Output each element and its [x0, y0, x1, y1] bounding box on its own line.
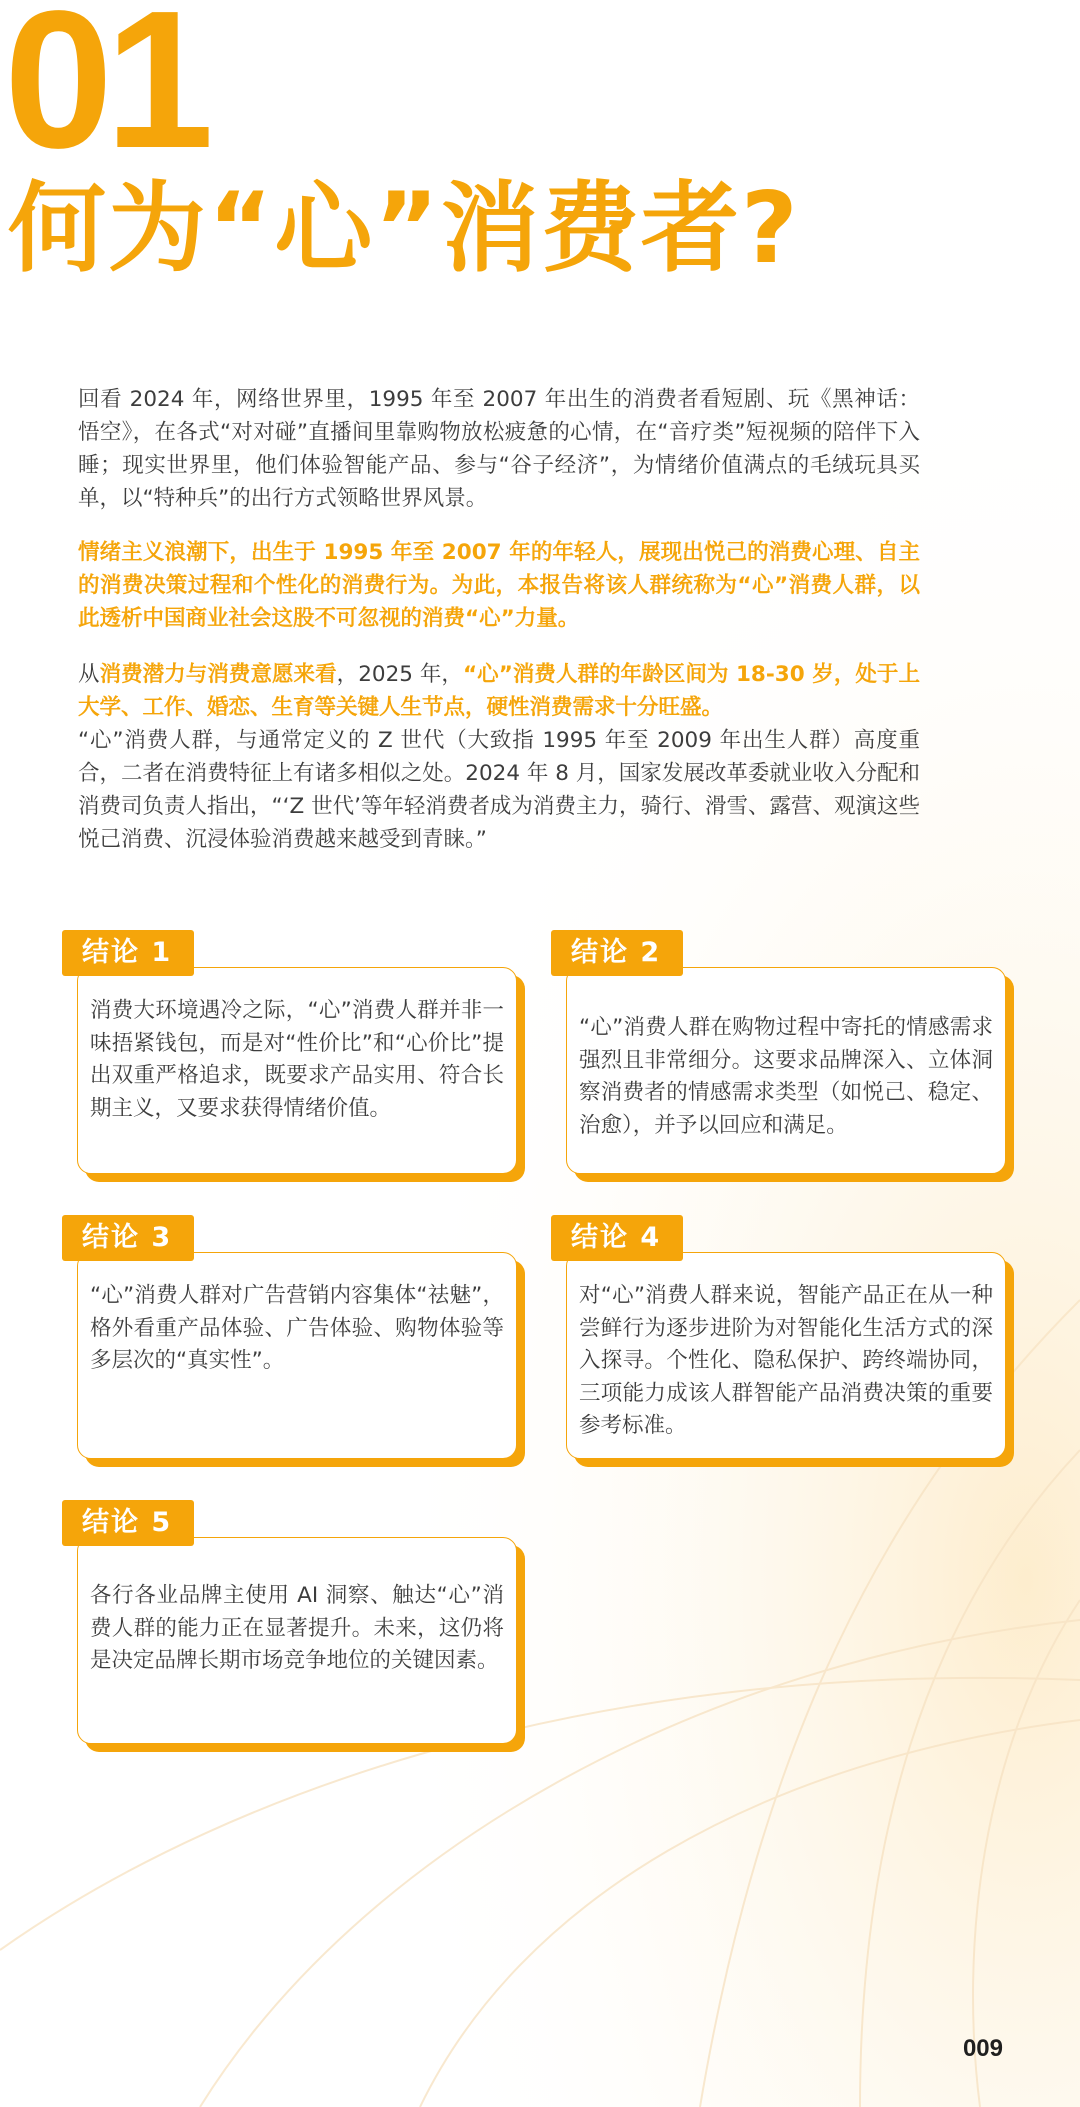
page-title: 何为“心”消费者? — [8, 172, 800, 286]
conclusion-card — [566, 937, 1006, 1174]
conclusion-tag: 结论 3 — [62, 1215, 194, 1261]
conclusion-tag: 结论 1 — [62, 930, 194, 976]
conclusion-card — [566, 1222, 1006, 1459]
conclusion-tag: 结论 2 — [551, 930, 683, 976]
conclusion-text: 对“心”消费人群来说，智能产品正在从一种尝鲜行为逐步进阶为对智能化生活方式的深入探寻。个性化、隐私保护、跨终端协同，三项能力成该人群智能产品消费决策的重要参考标准。 — [579, 1283, 993, 1438]
conclusion-tag: 结论 5 — [62, 1500, 194, 1546]
context-paragraph — [78, 658, 920, 856]
intro-paragraph: 回看 2024 年，网络世界里，1995 年至 2007 年出生的消费者看短剧、玩《黑神话：悟空》，在各式“对对碰”直播间里靠购物放松疲惫的心情，在“音疗类”短视频的陪伴下入睡；现实世界里，他们体验智能产品、参与“谷子经济”，为情绪价值满点的毛绒玩具买单，以“特种兵”的出行方式领略世界风景。 — [78, 387, 920, 511]
conclusion-text: 消费大环境遇冷之际，“心”消费人群并非一味捂紧钱包，而是对“性价比”和“心价比”提出双重严格追求，既要求产品实用、符合长期主义，又要求获得情绪价值。 — [90, 998, 504, 1121]
conclusion-text: “心”消费人群在购物过程中寄托的情感需求强烈且非常细分。这要求品牌深入、立体洞察消费者的情感需求类型（如悦己、稳定、治愈），并予以回应和满足。 — [579, 1015, 993, 1138]
context-body: “心”消费人群，与通常定义的 Z 世代（大致指 1995 年至 2009 年出生人群）高度重合，二者在消费特征上有诸多相似之处。2024 年 8 月，国家发展改革委就业收入分配和消费司负责人指出，“‘Z 世代’等年轻消费者成为消费主力，骑行、滑雪、露营、观演这些悦己消费、沉浸体验消费越来越受到青睐。” — [78, 728, 920, 852]
highlight-paragraph: 情绪主义浪潮下，出生于 1995 年至 2007 年的年轻人，展现出悦己的消费心理、自主的消费决策过程和个性化的消费行为。为此，本报告将该人群统称为“心”消费人群，以此透析中国商业社会这股不可忽视的消费“心”力量。 — [78, 540, 920, 631]
context-mid: ，2025 年， — [336, 662, 463, 687]
conclusion-card — [77, 937, 517, 1174]
page-number: 009 — [962, 2035, 1003, 2062]
context-lead: 从 — [78, 662, 100, 687]
context-highlight-1: 消费潜力与消费意愿来看 — [99, 662, 337, 687]
conclusion-card — [77, 1507, 517, 1744]
section-number: 01 — [4, 0, 207, 189]
conclusion-text: “心”消费人群对广告营销内容集体“祛魅”，格外看重产品体验、广告体验、购物体验等多层次的“真实性”。 — [90, 1283, 504, 1373]
context-highlight-2: “心”消费人群的年龄区间为 18-30 岁，处于上大学、工作、婚恋、生育等关键人生节点，硬性消费需求十分旺盛。 — [78, 662, 920, 720]
conclusion-tag: 结论 4 — [551, 1215, 683, 1261]
conclusion-text: 各行各业品牌主使用 AI 洞察、触达“心”消费人群的能力正在显著提升。未来，这仍将是决定品牌长期市场竞争地位的关键因素。 — [90, 1583, 504, 1673]
conclusion-card — [77, 1222, 517, 1459]
